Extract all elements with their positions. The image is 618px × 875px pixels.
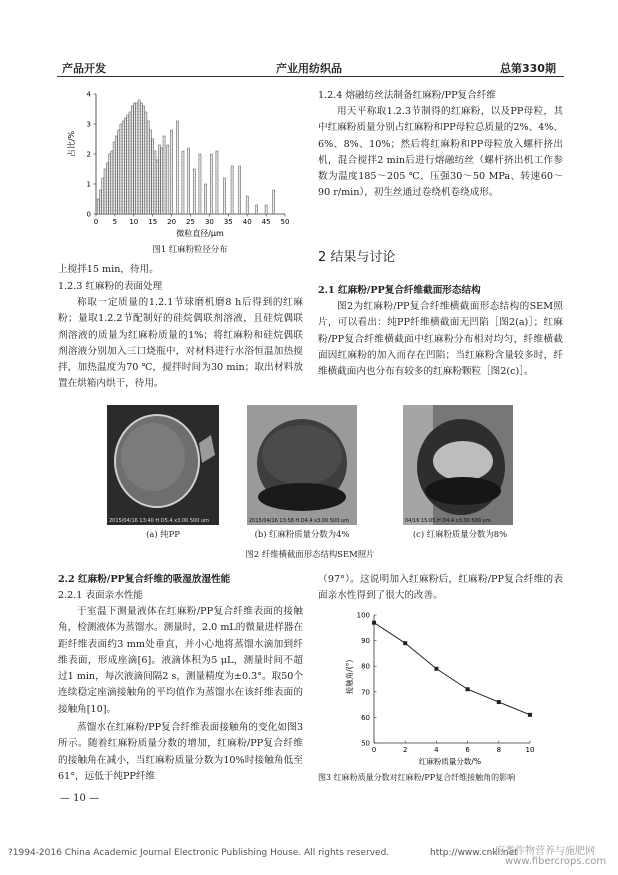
fig2a-caption: (a) 纯PP	[146, 529, 180, 539]
fig2b-caption: (b) 红麻粉质量分数为4%	[254, 529, 350, 539]
fig3-y-tick-label: 90	[361, 637, 370, 646]
fig1-x-tick-label: 0	[93, 218, 99, 226]
fig2c-caption: (c) 红麻粉质量分数为8%	[412, 529, 508, 539]
paragraph-2-2-1a: 于室温下测量液体在红麻粉/PP复合纤维表面的接触角，检测液体为蒸馏水。测量时，2.0 mL的微量进样器在距纤维表面约3 mm处垂直，并小心地将蒸馏水滴加到纤维表面，形成座滴[6]。液滴体积为5 μL，测量时间不超过1 min，每次液滴间隔2 s，测量精度为±0.3°。取50个连续稳定座滴接触角的平均值作为蒸馏水在该纤维表面的接触角[10]。	[58, 606, 303, 715]
fig1-x-tick-label: 35	[223, 218, 233, 226]
fig1-y-tick-label: 0	[86, 210, 91, 219]
fig3-y-tick-label: 50	[361, 739, 370, 748]
fig1-bar	[265, 205, 267, 214]
fig1-x-tick-label: 20	[167, 218, 177, 226]
sem-c-meta: 04/16 15:05 H D4.4 x3.00 500 um	[405, 518, 491, 524]
fig3-point	[466, 687, 470, 691]
fig1-bar	[109, 154, 111, 214]
particle-size-chart	[60, 86, 300, 241]
sem-a-meta: 2015/04/16 13:40 H D5.4 x3.00 500 um	[109, 518, 209, 524]
fig3-line	[372, 621, 532, 717]
fig3-ticks	[357, 612, 535, 755]
fig3-y-tick-label: 80	[361, 662, 370, 671]
sem-photo-a	[107, 405, 219, 525]
header-center: 产业用纺织品	[276, 62, 342, 75]
watermark-url: www.fibercrops.com	[505, 856, 607, 867]
paragraph-2-1: 图2为红麻粉/PP复合纤维横截面形态结构的SEM照片，可以看出：纯PP纤维横截面无凹陷［图2(a)］；红麻粉/PP复合纤维横截面中红麻粉分布相对均匀，纤维横截面因红麻粉的加入而存在凹陷；当红麻粉含量较多时，纤维横截面内也分布有较多的红麻粉颗粒［图2(c)］。	[318, 301, 563, 378]
fig3-point	[434, 667, 438, 671]
footer-copyright: ?1994-2016 China Academic Journal Electronic Publishing House. All rights reserved.	[8, 848, 390, 858]
fig1-bar	[154, 151, 156, 214]
fig1-x-tick-label: 15	[148, 218, 158, 226]
paragraph-1-2-4: 用天平称取1.2.3节制得的红麻粉，以及PP母粒，其中红麻粉质量分别占红麻粉和PP母粒总质量的2%、4%、6%、8%、10%；然后将红麻粉和PP母粒放入螺杆挤出机，混合搅拌2 min后进行熔融纺丝（螺杆挤出机工作参数为温度185～205 ℃、压强30～50 MPa、转速60～90 r/min），初生丝通过卷绕机卷绕成形。	[318, 106, 563, 199]
footer-link[interactable]: http://www.cnki.net	[430, 848, 518, 858]
fig1-y-tick-label: 3	[86, 120, 91, 129]
fig3-y-tick-label: 60	[361, 713, 370, 722]
fig3-x-tick-label: 8	[496, 746, 502, 754]
heading-1-2-3: 1.2.3 红麻粉的表面处理	[58, 281, 163, 292]
fig1-bar	[210, 154, 212, 214]
fig1-x-tick-label: 45	[261, 218, 271, 226]
fig3-ylabel: 接触角/(°)	[345, 659, 354, 695]
fig3-point	[497, 700, 501, 704]
fig1-caption: 图1 红麻粉粒径分布	[152, 244, 228, 254]
fig3-x-tick-label: 2	[402, 746, 408, 754]
header-right: 总第330期	[500, 62, 556, 75]
fig3-x-tick-label: 10	[525, 746, 535, 754]
fig1-bar	[216, 151, 218, 214]
fig1-x-tick-label: 25	[186, 218, 195, 226]
fig3-point	[528, 713, 532, 717]
fig1-y-tick-label: 4	[86, 90, 91, 99]
fig1-x-tick-label: 5	[112, 218, 118, 226]
sem-photo-c	[403, 405, 513, 525]
fig1-bar	[147, 121, 149, 214]
heading-2-2-1: 2.2.1 表面亲水性能	[58, 590, 144, 601]
page-number: — 10 —	[60, 793, 100, 804]
fig1-x-tick-label: 50	[280, 218, 290, 226]
fig3-y-tick-label: 70	[361, 688, 370, 697]
fig1-bars	[97, 100, 274, 214]
fig1-y-tick-label: 1	[86, 180, 91, 189]
fig3-x-tick-label: 6	[465, 746, 470, 754]
header-rule	[57, 76, 564, 77]
fig1-x-tick-label: 30	[204, 218, 214, 226]
heading-section-2: 2 结果与讨论	[318, 250, 396, 265]
fig1-xlabel: 微粒直径/μm	[176, 229, 224, 238]
fig1-bar	[122, 121, 124, 214]
heading-1-2-4: 1.2.4 熔融纺丝法制备红麻粉/PP复合纤维	[318, 90, 496, 101]
fig1-x-tick-label: 10	[129, 218, 139, 226]
paragraph-2-2-1b: 蒸馏水在红麻粉/PP复合纤维表面接触角的变化如图3所示。随着红麻粉质量分数的增加，红麻粉/PP复合纤维的接触角在减小，当红麻粉质量分数为10%时接触角低至61°，远低于纯PP纤维	[58, 722, 303, 782]
fig1-bar	[199, 154, 201, 214]
fig1-x-tick-label: 40	[242, 218, 252, 226]
sem-photo-b	[247, 405, 357, 525]
fig1-bar	[120, 124, 122, 214]
heading-2-2: 2.2 红麻粉/PP复合纤维的吸湿放湿性能	[58, 574, 231, 585]
header-left: 产品开发	[62, 62, 106, 75]
sem-b-meta: 2015/04/16 13:58 H D4.4 x3.00 500 um	[249, 518, 349, 524]
fig3-series-line	[374, 623, 530, 715]
fig3-xlabel: 红麻粉质量分数/%	[418, 757, 482, 766]
fig1-bar	[111, 151, 113, 214]
fig1-bar	[182, 151, 184, 214]
heading-2-1: 2.1 红麻粉/PP复合纤维截面形态结构	[318, 285, 481, 296]
fig3-point	[372, 621, 376, 625]
fig3-caption: 图3 红麻粉质量分数对红麻粉/PP复合纤维接触角的影响	[318, 773, 516, 782]
paragraph-continued: （97°）。这说明加入红麻粉后，红麻粉/PP复合纤维的表面亲水性得到了很大的改善。	[318, 574, 563, 602]
paragraph-1-2-3: 称取一定质量的1.2.1节球磨机磨8 h后得到的红麻粉；量取1.2.2节配制好的硅烷偶联剂溶液，且硅烷偶联剂溶液的质量为红麻粉质量的1%；将红麻粉和硅烷偶联剂溶液分别加入三口烧瓶中，对材料进行水浴恒温加热搅拌，加热温度为70 ℃，搅拌时间为30 min；取出材料放置在烘箱内烘干，待用。	[58, 297, 303, 390]
paragraph-stir: 上搅拌15 min，待用。	[58, 264, 159, 275]
fig1-bar	[205, 184, 207, 214]
contact-angle-chart	[340, 607, 540, 767]
watermark-cn: 麻类作物营养与施肥网	[495, 846, 595, 857]
fig1-bar	[176, 121, 178, 214]
fig1-ylabel: 占比/%	[67, 130, 76, 158]
fig1-bar	[256, 205, 258, 214]
fig3-x-tick-label: 4	[434, 746, 439, 754]
fig3-point	[403, 641, 407, 645]
fig2-caption: 图2 纤维横截面形态结构SEM照片	[245, 549, 375, 559]
fig3-y-tick-label: 100	[356, 611, 370, 620]
fig1-y-tick-label: 2	[86, 150, 91, 159]
fig3-x-tick-label: 0	[371, 746, 377, 754]
